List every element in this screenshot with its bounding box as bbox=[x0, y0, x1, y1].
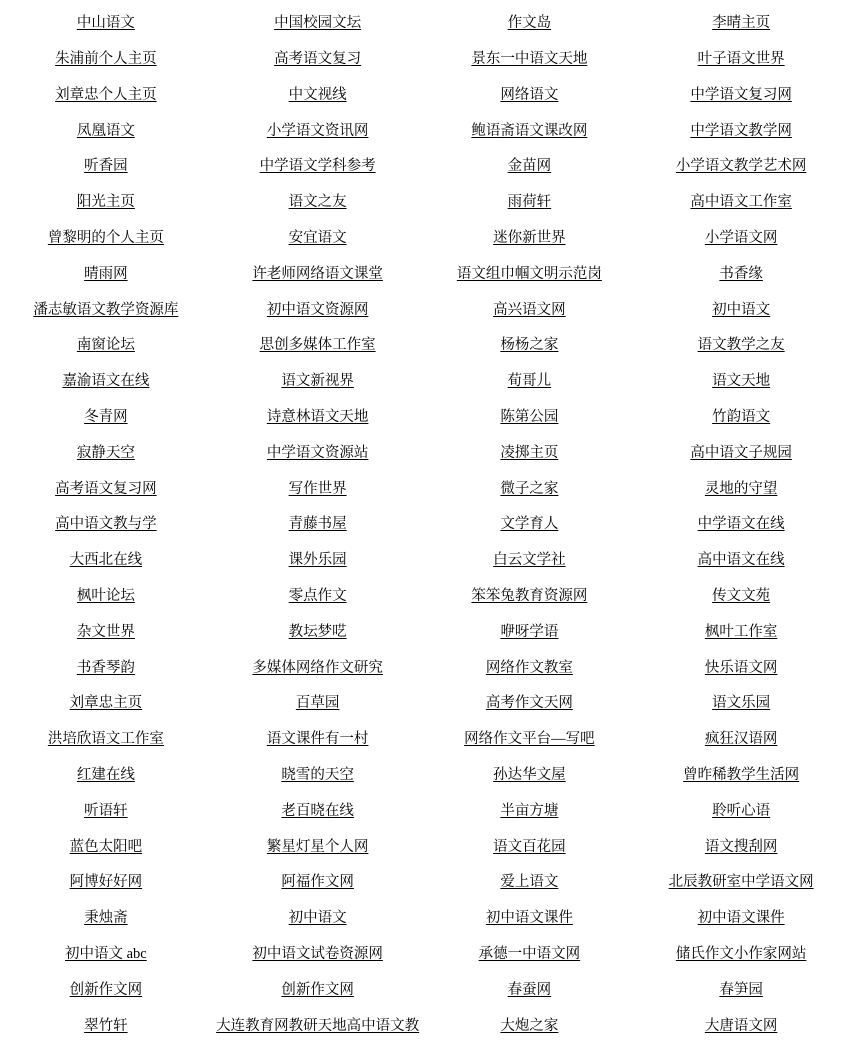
directory-link[interactable]: 中学语文资源站 bbox=[266, 444, 369, 461]
directory-link[interactable]: 中国校园文坛 bbox=[274, 15, 362, 32]
link-cell bbox=[0, 829, 212, 865]
directory-link[interactable]: 小学语文网 bbox=[704, 229, 778, 246]
link-cell bbox=[0, 221, 212, 257]
link-cell bbox=[424, 436, 636, 472]
link-cell bbox=[635, 292, 847, 328]
directory-link[interactable]: 杨杨之家 bbox=[500, 337, 559, 354]
directory-link[interactable]: 高考作文天网 bbox=[485, 695, 573, 712]
link-cell bbox=[635, 1008, 847, 1044]
link-cell bbox=[635, 937, 847, 973]
link-cell bbox=[212, 794, 424, 830]
link-cell bbox=[424, 400, 636, 436]
link-cell bbox=[0, 78, 212, 114]
link-cell bbox=[635, 6, 847, 42]
directory-link[interactable]: 晓雪的天空 bbox=[281, 766, 354, 783]
link-cell bbox=[212, 6, 424, 42]
link-cell bbox=[212, 328, 424, 364]
link-cell bbox=[635, 865, 847, 901]
directory-link[interactable]: 许老师网络语文课堂 bbox=[252, 265, 383, 282]
link-cell bbox=[212, 1008, 424, 1044]
link-cell bbox=[212, 686, 424, 722]
directory-link[interactable]: 枫叶工作室 bbox=[704, 623, 778, 640]
link-cell bbox=[635, 829, 847, 865]
directory-link[interactable]: 南窗论坛 bbox=[76, 337, 135, 354]
link-cell bbox=[0, 292, 212, 328]
directory-link[interactable]: 初中语文 abc bbox=[65, 945, 147, 962]
directory-link[interactable]: 网络语文 bbox=[500, 86, 559, 103]
directory-link[interactable]: 秉烛斋 bbox=[84, 910, 128, 927]
link-cell bbox=[0, 650, 212, 686]
directory-link[interactable]: 白云文学社 bbox=[493, 552, 566, 569]
directory-link[interactable]: 晴雨网 bbox=[84, 265, 128, 282]
directory-link[interactable]: 曾黎明的个人主页 bbox=[47, 229, 164, 246]
link-cell bbox=[212, 829, 424, 865]
link-cell bbox=[635, 650, 847, 686]
directory-link[interactable]: 阳光主页 bbox=[76, 194, 135, 211]
directory-link[interactable]: 中学语文在线 bbox=[697, 516, 785, 533]
link-cell bbox=[424, 1008, 636, 1044]
directory-link[interactable]: 竹韵语文 bbox=[712, 408, 771, 425]
directory-link[interactable]: 春蚕网 bbox=[507, 981, 552, 998]
directory-link[interactable]: 疯狂汉语网 bbox=[704, 731, 778, 748]
link-cell bbox=[212, 221, 424, 257]
directory-link[interactable]: 语文之友 bbox=[288, 194, 347, 211]
link-cell bbox=[212, 185, 424, 221]
directory-link[interactable]: 语文乐园 bbox=[712, 695, 771, 712]
link-cell bbox=[424, 113, 636, 149]
directory-link[interactable]: 高中语文在线 bbox=[697, 552, 785, 569]
directory-link[interactable]: 网络作文平台—写吧 bbox=[464, 731, 595, 748]
directory-link[interactable]: 繁星灯星个人网 bbox=[266, 838, 369, 855]
directory-link[interactable]: 阿博好好网 bbox=[69, 874, 143, 891]
link-cell bbox=[424, 185, 636, 221]
link-cell bbox=[212, 471, 424, 507]
link-cell bbox=[212, 615, 424, 651]
directory-link[interactable]: 金苗网 bbox=[507, 158, 552, 175]
link-cell bbox=[424, 471, 636, 507]
directory-link[interactable]: 笨笨兔教育资源网 bbox=[471, 587, 588, 604]
link-cell bbox=[424, 149, 636, 185]
directory-link[interactable]: 灵地的守望 bbox=[704, 480, 778, 497]
directory-link[interactable]: 阿福作文网 bbox=[281, 874, 354, 891]
directory-link[interactable]: 北辰教研室中学语文网 bbox=[668, 874, 814, 891]
directory-link[interactable]: 小学语文资讯网 bbox=[266, 122, 369, 139]
directory-link[interactable]: 初中语文 bbox=[712, 301, 771, 318]
link-cell bbox=[424, 257, 636, 293]
link-cell bbox=[0, 686, 212, 722]
link-cell bbox=[635, 149, 847, 185]
link-cell bbox=[424, 6, 636, 42]
link-cell bbox=[424, 42, 636, 78]
directory-link[interactable]: 景东一中语文天地 bbox=[471, 51, 588, 67]
directory-link[interactable]: 雨荷轩 bbox=[507, 194, 552, 211]
link-cell bbox=[424, 543, 636, 579]
link-cell bbox=[424, 579, 636, 615]
directory-link[interactable]: 创新作文网 bbox=[281, 981, 354, 998]
link-cell bbox=[0, 185, 212, 221]
link-cell bbox=[212, 507, 424, 543]
directory-link[interactable]: 高中语文教与学 bbox=[55, 516, 157, 533]
directory-link[interactable]: 初中语文课件 bbox=[485, 910, 573, 927]
link-cell bbox=[424, 901, 636, 937]
link-cell bbox=[424, 650, 636, 686]
directory-link[interactable]: 叶子语文世界 bbox=[697, 51, 785, 67]
directory-link[interactable]: 荀哥儿 bbox=[507, 373, 552, 390]
directory-link[interactable]: 创新作文网 bbox=[69, 981, 143, 998]
directory-link[interactable]: 高兴语文网 bbox=[493, 301, 566, 318]
link-cell bbox=[635, 328, 847, 364]
directory-link[interactable]: 百草园 bbox=[295, 695, 340, 712]
directory-link[interactable]: 书香缘 bbox=[719, 265, 763, 282]
directory-link[interactable]: 传文文苑 bbox=[712, 587, 771, 604]
directory-link[interactable]: 微子之家 bbox=[500, 480, 559, 497]
link-cell bbox=[212, 579, 424, 615]
directory-link[interactable]: 中文视线 bbox=[288, 86, 347, 103]
directory-link[interactable]: 语文组巾帼文明示范岗 bbox=[456, 265, 602, 282]
link-cell bbox=[0, 400, 212, 436]
directory-link[interactable]: 爱上语文 bbox=[500, 874, 559, 891]
directory-link[interactable]: 承德一中语文网 bbox=[478, 945, 581, 962]
directory-link[interactable]: 红建在线 bbox=[76, 766, 135, 783]
link-cell bbox=[0, 471, 212, 507]
directory-link[interactable]: 孙达华文屋 bbox=[493, 766, 566, 783]
directory-link[interactable]: 刘章忠主页 bbox=[69, 695, 143, 712]
directory-link[interactable]: 文学育人 bbox=[500, 516, 559, 533]
link-cell bbox=[424, 722, 636, 758]
link-cell bbox=[0, 615, 212, 651]
directory-link[interactable]: 杂文世界 bbox=[76, 623, 135, 640]
directory-link[interactable]: 翠竹轩 bbox=[84, 1017, 128, 1034]
directory-link[interactable]: 鲍语斋语文课改网 bbox=[471, 122, 588, 139]
link-cell bbox=[0, 794, 212, 830]
link-cell bbox=[212, 292, 424, 328]
directory-link[interactable]: 春笋园 bbox=[719, 981, 763, 998]
directory-link[interactable]: 半亩方塘 bbox=[500, 802, 559, 819]
directory-link[interactable]: 教坛梦呓 bbox=[288, 623, 347, 640]
link-cell bbox=[0, 328, 212, 364]
link-cell bbox=[212, 149, 424, 185]
link-cell bbox=[212, 42, 424, 78]
link-cell bbox=[0, 543, 212, 579]
link-cell bbox=[0, 865, 212, 901]
directory-link[interactable]: 聆听心语 bbox=[712, 802, 771, 819]
directory-link[interactable]: 潘志敏语文教学资源库 bbox=[33, 301, 179, 318]
directory-link[interactable]: 嘉渝语文在线 bbox=[62, 373, 150, 390]
link-cell bbox=[635, 686, 847, 722]
link-cell bbox=[0, 758, 212, 794]
link-cell bbox=[0, 579, 212, 615]
directory-link[interactable]: 高中语文子规园 bbox=[690, 444, 792, 461]
link-cell bbox=[635, 507, 847, 543]
link-cell bbox=[212, 400, 424, 436]
directory-link[interactable]: 思创多媒体工作室 bbox=[259, 337, 376, 354]
directory-link[interactable]: 储氏作文小作家网站 bbox=[675, 945, 807, 962]
directory-link[interactable]: 语文搜刮网 bbox=[704, 838, 778, 855]
link-cell bbox=[0, 507, 212, 543]
link-cell bbox=[0, 149, 212, 185]
directory-link[interactable]: 小学语文教学艺术网 bbox=[675, 158, 807, 175]
link-cell bbox=[0, 1008, 212, 1044]
link-cell bbox=[424, 507, 636, 543]
directory-link[interactable]: 作文岛 bbox=[507, 15, 552, 32]
directory-link[interactable]: 中学语文复习网 bbox=[690, 86, 792, 103]
directory-link[interactable]: 中学语文教学网 bbox=[690, 122, 792, 139]
directory-link[interactable]: 李晴主页 bbox=[712, 15, 771, 32]
link-cell bbox=[212, 543, 424, 579]
link-cell bbox=[424, 78, 636, 114]
directory-link[interactable]: 书香琴韵 bbox=[76, 659, 135, 676]
link-cell bbox=[635, 794, 847, 830]
directory-link[interactable]: 冬青网 bbox=[84, 408, 128, 425]
directory-link[interactable]: 洪培欣语文工作室 bbox=[47, 731, 164, 748]
link-cell bbox=[212, 257, 424, 293]
link-cell bbox=[424, 865, 636, 901]
directory-link[interactable]: 陈第公园 bbox=[500, 408, 559, 425]
directory-link[interactable]: 听语轩 bbox=[84, 802, 128, 819]
link-cell bbox=[424, 758, 636, 794]
link-cell bbox=[212, 722, 424, 758]
link-cell bbox=[424, 615, 636, 651]
link-cell bbox=[424, 221, 636, 257]
directory-link[interactable]: 中学语文学科参考 bbox=[259, 158, 376, 175]
link-cell bbox=[635, 221, 847, 257]
directory-link[interactable]: 高考语文复习 bbox=[274, 51, 362, 67]
link-cell bbox=[0, 973, 212, 1009]
link-cell bbox=[0, 257, 212, 293]
link-cell bbox=[635, 722, 847, 758]
link-cell bbox=[212, 901, 424, 937]
link-cell bbox=[212, 436, 424, 472]
link-cell bbox=[0, 937, 212, 973]
link-cell bbox=[212, 650, 424, 686]
link-cell bbox=[212, 937, 424, 973]
directory-link[interactable]: 安宜语文 bbox=[288, 229, 347, 246]
link-cell bbox=[635, 471, 847, 507]
link-cell bbox=[635, 615, 847, 651]
directory-link[interactable]: 语文新视界 bbox=[281, 373, 354, 390]
link-cell bbox=[635, 364, 847, 400]
directory-link[interactable]: 写作世界 bbox=[288, 480, 347, 497]
link-cell bbox=[635, 543, 847, 579]
directory-link[interactable]: 语文教学之友 bbox=[697, 337, 785, 354]
directory-link[interactable]: 凌掷主页 bbox=[500, 444, 559, 461]
link-cell bbox=[212, 113, 424, 149]
directory-link[interactable]: 听香园 bbox=[84, 158, 128, 175]
directory-link[interactable]: 高中语文工作室 bbox=[690, 194, 792, 211]
link-cell bbox=[635, 185, 847, 221]
directory-link[interactable]: 零点作文 bbox=[288, 587, 347, 604]
link-cell bbox=[212, 78, 424, 114]
link-cell bbox=[635, 579, 847, 615]
directory-link[interactable]: 高考语文复习网 bbox=[55, 480, 157, 497]
link-cell bbox=[424, 829, 636, 865]
directory-link[interactable]: 朱浦前个人主页 bbox=[55, 51, 157, 67]
directory-link[interactable]: 蓝色太阳吧 bbox=[69, 838, 143, 855]
link-cell bbox=[635, 78, 847, 114]
link-cell bbox=[635, 436, 847, 472]
link-cell bbox=[424, 973, 636, 1009]
directory-link[interactable]: 大连教育网教研天地高中语文教 bbox=[216, 1017, 420, 1034]
link-cell bbox=[635, 113, 847, 149]
link-cell bbox=[0, 901, 212, 937]
link-cell bbox=[424, 292, 636, 328]
directory-link[interactable]: 凤凰语文 bbox=[76, 122, 135, 139]
link-cell bbox=[424, 364, 636, 400]
link-cell bbox=[212, 973, 424, 1009]
directory-link[interactable]: 中山语文 bbox=[76, 15, 135, 32]
directory-link[interactable]: 刘章忠个人主页 bbox=[55, 86, 157, 103]
directory-link[interactable]: 寂静天空 bbox=[76, 444, 135, 461]
directory-link[interactable]: 大唐语文网 bbox=[704, 1017, 778, 1034]
link-cell bbox=[635, 973, 847, 1009]
directory-link[interactable]: 老百晓在线 bbox=[281, 802, 354, 819]
link-cell bbox=[635, 901, 847, 937]
directory-link[interactable]: 语文课件有一村 bbox=[266, 731, 369, 748]
link-cell bbox=[212, 758, 424, 794]
link-cell bbox=[0, 436, 212, 472]
directory-link[interactable]: 诗意林语文天地 bbox=[266, 408, 369, 425]
directory-link[interactable]: 大炮之家 bbox=[500, 1017, 559, 1034]
link-cell bbox=[424, 328, 636, 364]
link-cell bbox=[635, 42, 847, 78]
directory-link[interactable]: 网络作文教室 bbox=[485, 659, 573, 676]
directory-link[interactable]: 咿呀学语 bbox=[500, 623, 559, 640]
directory-link[interactable]: 初中语文 bbox=[288, 910, 347, 927]
directory-link[interactable]: 青藤书屋 bbox=[288, 516, 347, 533]
link-cell bbox=[0, 6, 212, 42]
link-cell bbox=[424, 937, 636, 973]
directory-link[interactable]: 多媒体网络作文研究 bbox=[252, 659, 383, 676]
link-cell bbox=[424, 686, 636, 722]
directory-link[interactable]: 快乐语文网 bbox=[704, 659, 778, 676]
link-cell bbox=[0, 364, 212, 400]
directory-link[interactable]: 语文天地 bbox=[712, 373, 771, 390]
link-cell bbox=[424, 794, 636, 830]
link-cell bbox=[212, 865, 424, 901]
directory-link[interactable]: 初中语文资源网 bbox=[266, 301, 369, 318]
directory-link[interactable]: 初中语文试卷资源网 bbox=[252, 945, 383, 962]
link-cell bbox=[635, 758, 847, 794]
directory-link[interactable]: 迷你新世界 bbox=[493, 229, 566, 246]
directory-link[interactable]: 课外乐园 bbox=[288, 552, 347, 569]
directory-link[interactable]: 初中语文课件 bbox=[697, 910, 785, 927]
link-cell bbox=[635, 400, 847, 436]
directory-link[interactable]: 曾昨稀教学生活网 bbox=[683, 766, 800, 783]
link-cell bbox=[212, 364, 424, 400]
link-cell bbox=[0, 113, 212, 149]
link-cell bbox=[635, 257, 847, 293]
link-cell bbox=[0, 722, 212, 758]
directory-link[interactable]: 语文百花园 bbox=[493, 838, 566, 855]
directory-link[interactable]: 枫叶论坛 bbox=[76, 587, 135, 604]
link-cell bbox=[0, 42, 212, 78]
directory-link[interactable]: 大西北在线 bbox=[69, 552, 143, 569]
